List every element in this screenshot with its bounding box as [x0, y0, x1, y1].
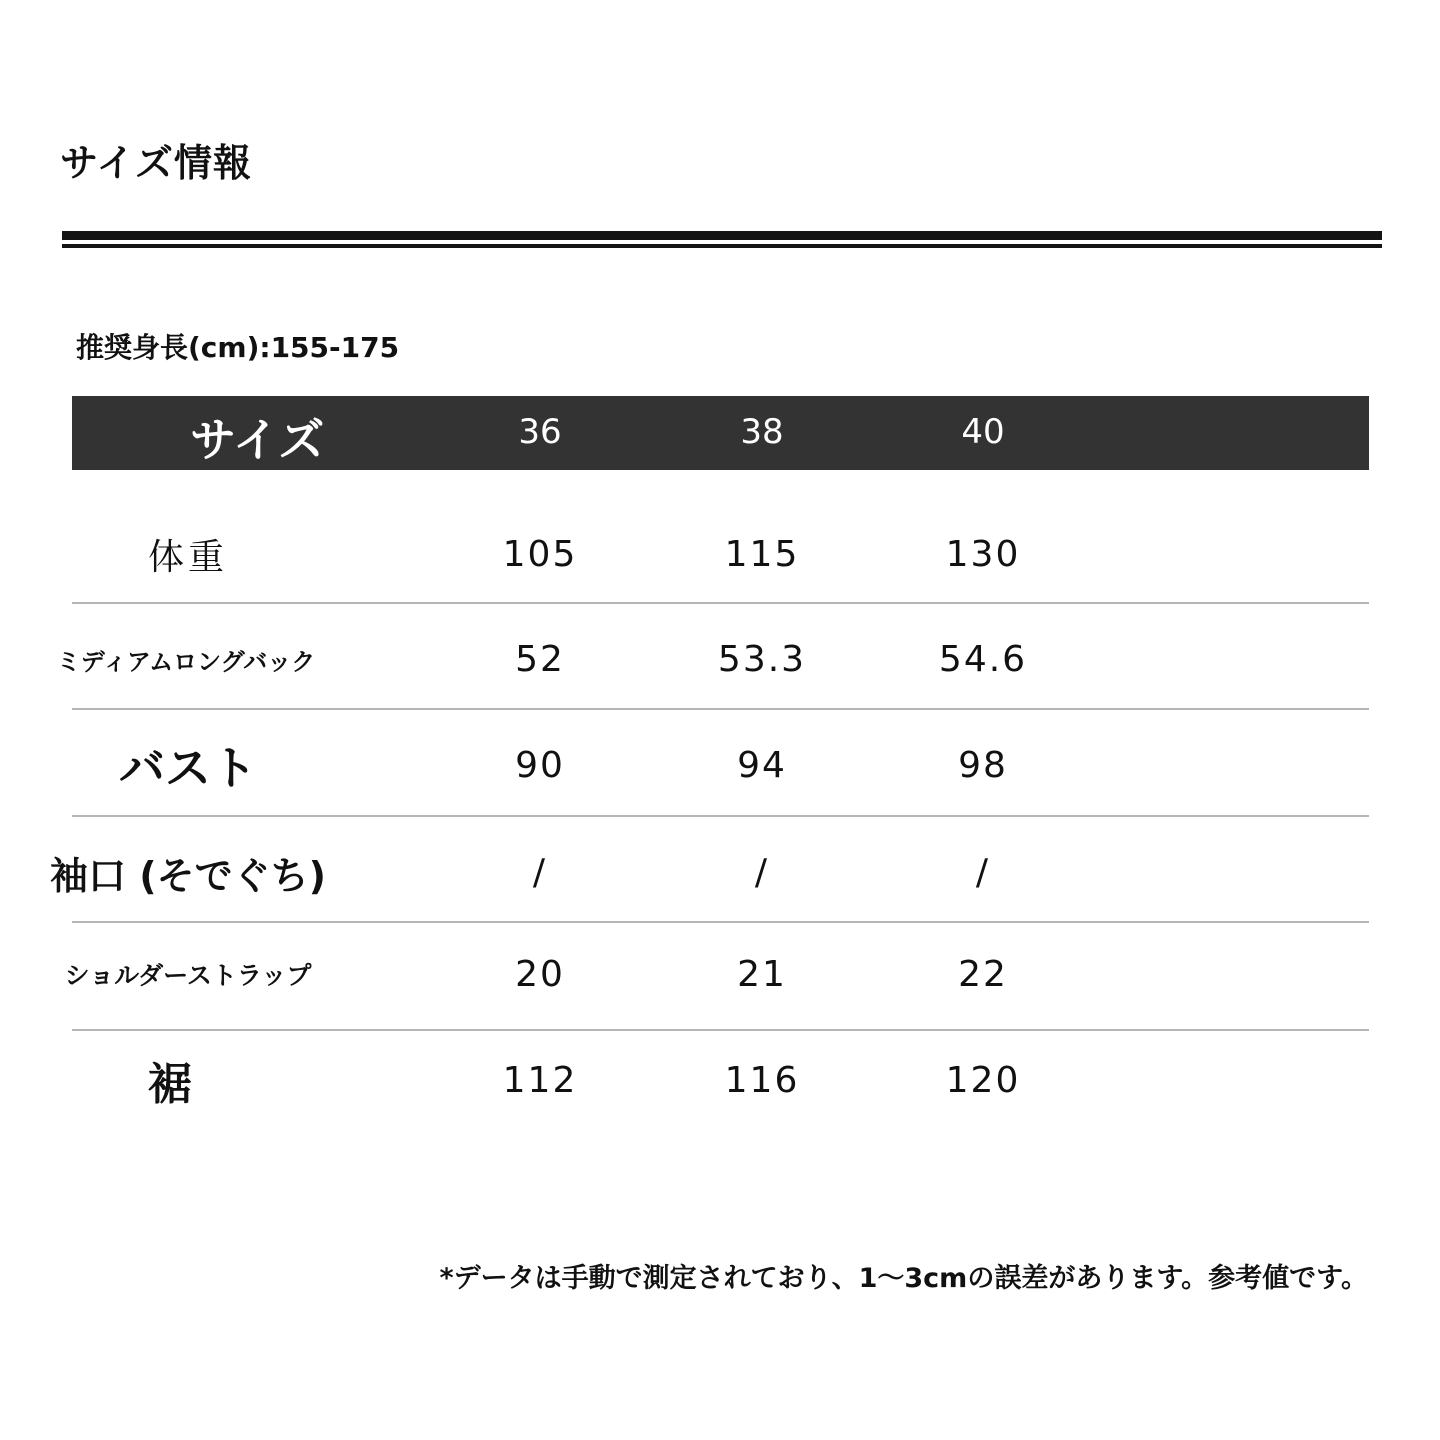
cell-back-length-36: 52 — [515, 638, 565, 680]
row-label-back-length: ミディアムロングバック — [56, 647, 316, 676]
cell-bust-40: 98 — [958, 744, 1008, 786]
table-row — [0, 1040, 1440, 1120]
cell-bust-38: 94 — [737, 744, 787, 786]
cell-back-length-40: 54.6 — [938, 638, 1028, 680]
title-rule-thin — [62, 244, 1382, 248]
recommended-height: 推奨身長(cm):155-175 — [76, 331, 400, 364]
cell-hem-40: 120 — [945, 1059, 1021, 1101]
cell-shoulder-strap-36: 20 — [515, 953, 565, 995]
cell-hem-36: 112 — [502, 1059, 578, 1101]
cell-shoulder-strap-40: 22 — [958, 953, 1008, 995]
cell-cuff-40: / — [975, 851, 991, 893]
page-title: サイズ情報 — [60, 141, 252, 185]
header-size-36: 36 — [518, 412, 562, 452]
header-size-38: 38 — [740, 412, 784, 452]
row-separator — [72, 1029, 1369, 1031]
table-row — [0, 619, 1440, 699]
row-label-cuff: 袖口 (そでぐち) — [50, 853, 326, 898]
table-row — [0, 934, 1440, 1014]
row-label-bust: バスト — [119, 741, 257, 795]
measurement-footnote: *データは手動で測定されており、1～3cmの誤差があります。参考値です。 — [439, 1263, 1368, 1294]
row-label-shoulder-strap: ショルダーストラップ — [64, 961, 312, 990]
row-separator — [72, 708, 1369, 710]
cell-bust-36: 90 — [515, 744, 565, 786]
cell-hem-38: 116 — [724, 1059, 800, 1101]
row-separator — [72, 921, 1369, 923]
row-label-weight: 体重 — [147, 536, 228, 578]
row-label-hem: 裾 — [148, 1059, 192, 1110]
cell-cuff-38: / — [754, 851, 770, 893]
table-row — [0, 832, 1440, 912]
title-rule-thick — [62, 231, 1382, 240]
header-size-40: 40 — [961, 412, 1005, 452]
table-header — [72, 396, 1369, 470]
cell-shoulder-strap-38: 21 — [737, 953, 787, 995]
cell-back-length-38: 53.3 — [717, 638, 807, 680]
cell-cuff-36: / — [532, 851, 548, 893]
cell-weight-36: 105 — [502, 533, 578, 575]
row-separator — [72, 815, 1369, 817]
table-row — [0, 725, 1440, 805]
cell-weight-38: 115 — [724, 533, 800, 575]
header-label: サイズ — [190, 413, 325, 467]
cell-weight-40: 130 — [945, 533, 1021, 575]
table-row — [0, 514, 1440, 594]
row-separator — [72, 602, 1369, 604]
